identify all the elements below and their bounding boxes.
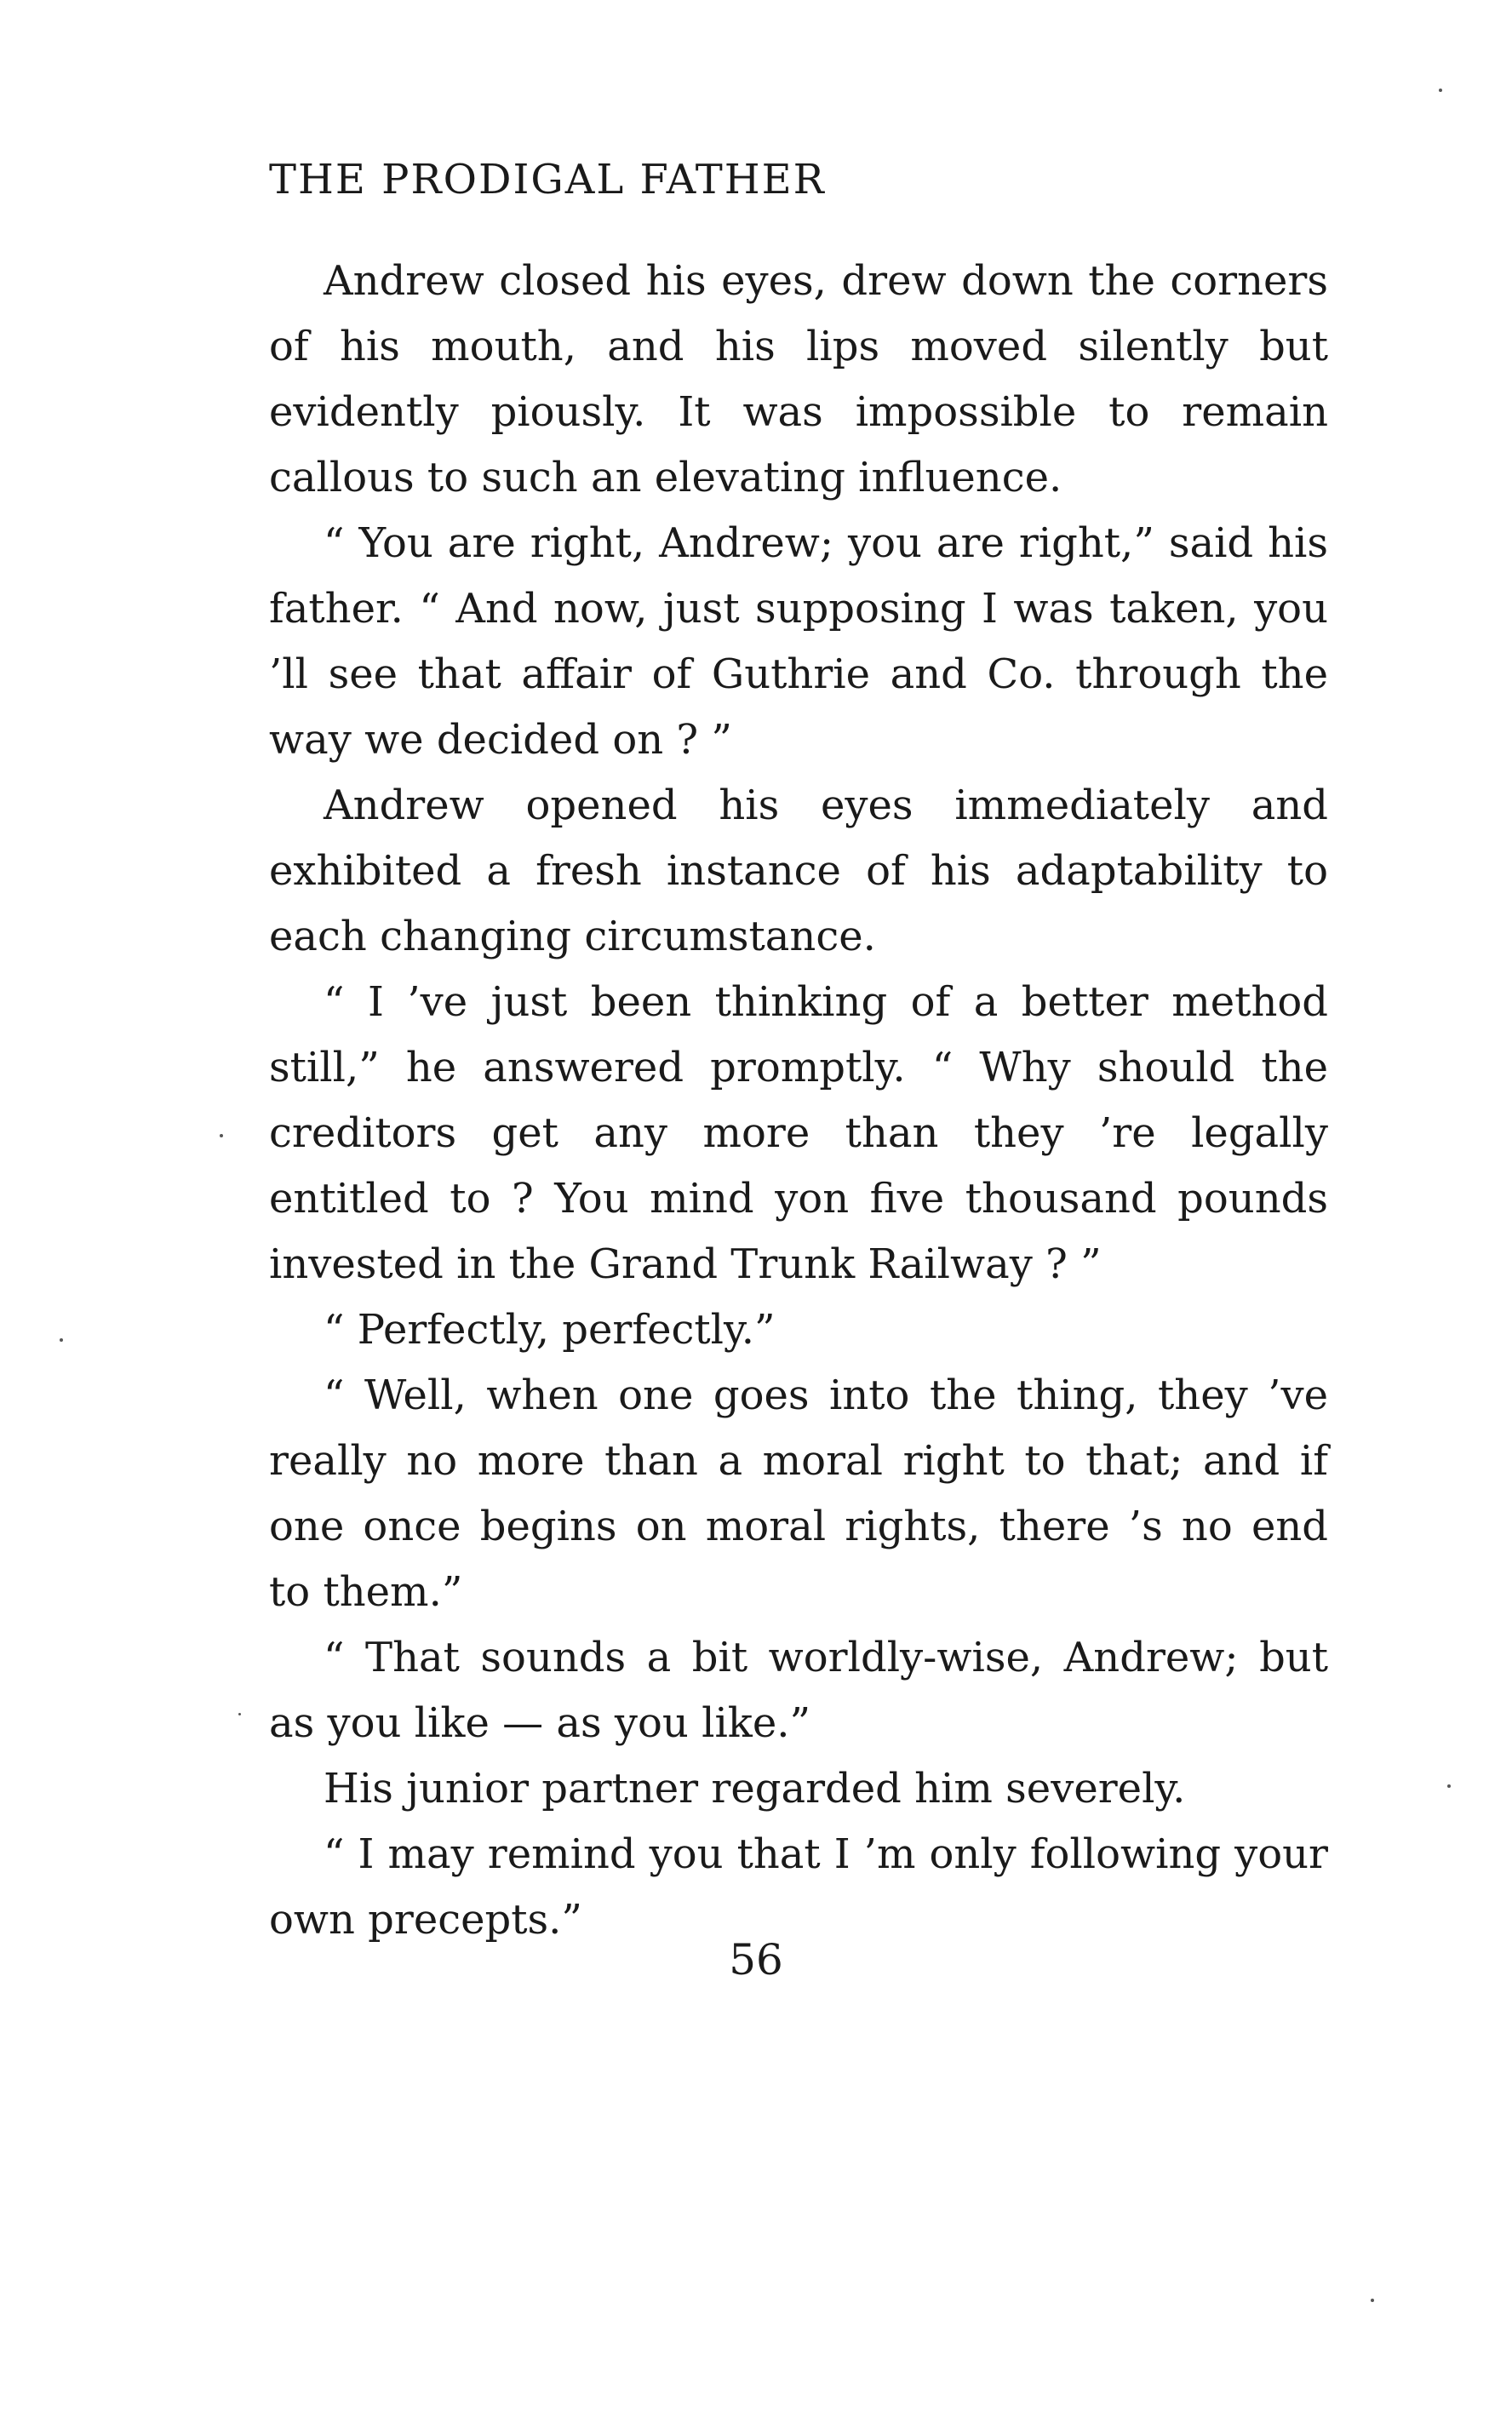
scan-speck	[1439, 89, 1442, 92]
page-number: 56	[729, 1935, 783, 1984]
scan-speck	[238, 1713, 241, 1715]
paragraph: “ I may remind you that I ’m only following your own precepts.”	[269, 1830, 1328, 1944]
paragraph: Andrew opened his eyes immediately and exhibited a fresh instance of his adaptability to each changing circumstance.	[269, 782, 1328, 960]
paragraph: “ That sounds a bit worldly-wise, Andrew; but as you like — as you like.”	[269, 1634, 1328, 1747]
scan-speck	[220, 1134, 223, 1137]
paragraph: “ You are right, Andrew; you are right,” said his father. “ And now, just supposing I was taken, you ’ll see that affair of Guthrie and Co. through the way we decided on ? ”	[269, 519, 1328, 764]
body-text	[269, 249, 1328, 1953]
scan-speck	[1371, 2299, 1374, 2302]
paragraph: “ Perfectly, perfectly.”	[324, 1306, 776, 1354]
running-title: THE PRODIGAL FATHER	[269, 156, 826, 203]
paragraph: His junior partner regarded him severely.	[324, 1765, 1186, 1813]
scan-speck	[1447, 1784, 1451, 1788]
paragraph: Andrew closed his eyes, drew down the corners of his mouth, and his lips moved silently but evidently piously. It was impossible to remain callous to such an elevating influence.	[269, 257, 1328, 501]
paragraph: “ Well, when one goes into the thing, they ’ve really no more than a moral right to that; and if one once begins on moral rights, there ’s no end to them.”	[269, 1372, 1328, 1616]
paragraph: “ I ’ve just been thinking of a better method still,” he answered promptly. “ Why should the creditors get any more than they ’re legally entitled to ? You mind yon five thousand pounds invested in the Grand Trunk Railway ? ”	[269, 978, 1328, 1288]
scan-speck	[60, 1338, 63, 1342]
